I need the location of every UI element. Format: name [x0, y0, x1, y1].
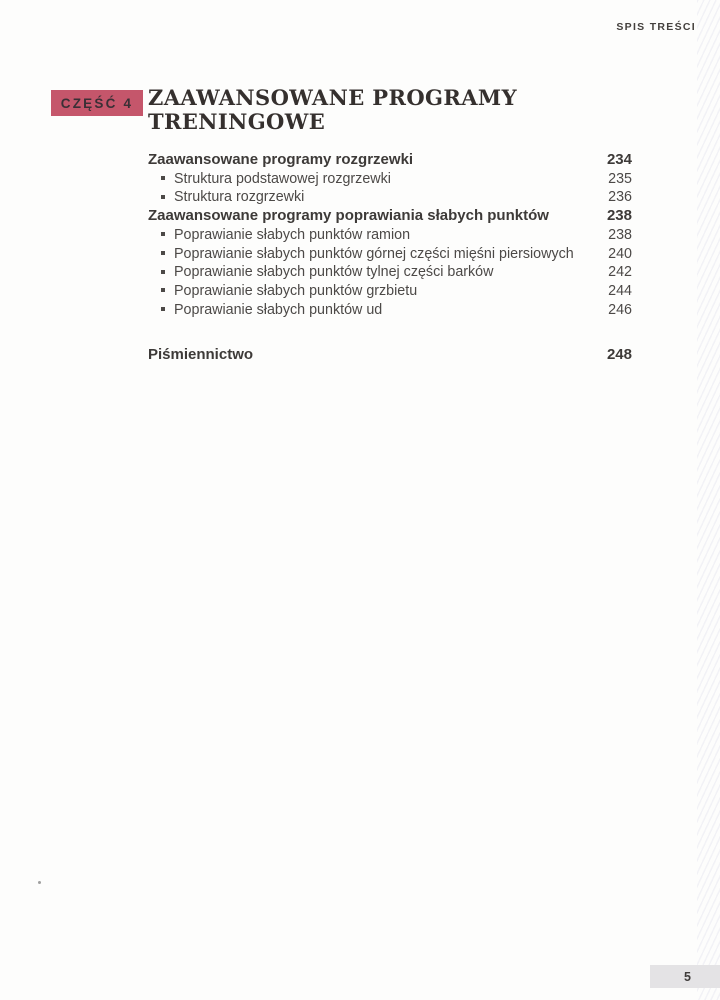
bullet-icon [161, 307, 165, 311]
toc-entry-label: Zaawansowane programy poprawiania słabych punktów [148, 207, 549, 225]
part-title-line2: TRENINGOWE [148, 108, 326, 134]
toc-entry-page: 240 [608, 245, 632, 262]
toc-row [148, 245, 632, 264]
toc-entry-page: 236 [608, 189, 632, 206]
toc-row [148, 226, 632, 245]
toc-entry-page: 234 [606, 151, 632, 168]
part-title [148, 86, 517, 133]
bullet-icon [161, 270, 165, 274]
toc-entry-label: Poprawianie słabych punktów górnej części mięśni piersiowych [148, 245, 574, 264]
toc-row [148, 282, 632, 301]
bullet-icon [161, 195, 165, 199]
toc-row [148, 263, 632, 282]
toc-row [148, 151, 632, 170]
toc-entry-label: Struktura podstawowej rozgrzewki [148, 170, 391, 189]
toc-row [148, 301, 632, 320]
toc-entry-label: Struktura rozgrzewki [148, 188, 304, 207]
bullet-icon [161, 176, 165, 180]
bullet-icon [161, 232, 165, 236]
part-title-line1: ZAAWANSOWANE PROGRAMY [148, 85, 517, 110]
toc-entry-label: Piśmiennictwo [148, 346, 254, 364]
toc-entry-label: Poprawianie słabych punktów tylnej części barków [148, 263, 493, 282]
part-badge: CZĘŚĆ 4 [51, 90, 143, 116]
toc-row [148, 170, 632, 189]
toc-entry-label: Poprawianie słabych punktów grzbietu [148, 282, 417, 301]
bullet-icon [161, 251, 165, 255]
scan-edge-texture [697, 0, 720, 1000]
toc-entry-page: 238 [606, 207, 632, 225]
toc-entry-label: Poprawianie słabych punktów ud [148, 301, 382, 320]
page-number: 5 [684, 969, 691, 984]
toc-entry-page: 235 [608, 170, 632, 187]
toc-row [148, 346, 632, 365]
toc-row [148, 207, 632, 226]
page-number-bar [650, 965, 720, 988]
toc-entry-label: Poprawianie słabych punktów ramion [148, 226, 410, 245]
toc-entry-page: 244 [608, 282, 632, 299]
toc-entry-page: 246 [608, 301, 632, 318]
running-head: SPIS TREŚCI [616, 21, 696, 33]
toc-entry-page: 238 [608, 226, 632, 243]
toc-entry-page: 248 [606, 346, 632, 364]
toc-entry-label: Zaawansowane programy rozgrzewki [148, 151, 414, 168]
toc-entry-page: 242 [608, 264, 632, 281]
toc-list [148, 151, 632, 365]
bullet-icon [161, 288, 165, 292]
toc-row [148, 188, 632, 207]
scan-speck [38, 881, 41, 884]
